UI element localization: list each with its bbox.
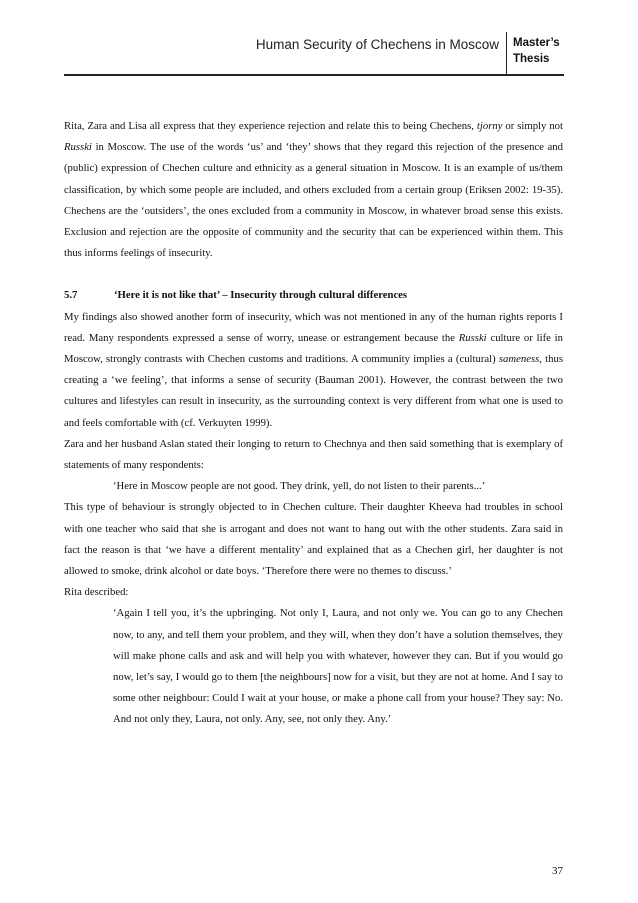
paragraph-behaviour: This type of behaviour is strongly objected to in Chechen culture. Their daughter Kheeva had troubles in school with one teacher who said that she is arrogant and does not want to hang out with the other students. Zara said in fact the reason is that ‘we have a different mentality’ and explained that as a Chechen girl, her daughter is not allowed to smoke, drink alcohol or date boys. ‘Therefore there were no themes to discuss.’ (64, 501, 563, 578)
paragraph-cultural-differences (64, 307, 563, 434)
page-header (64, 32, 564, 82)
paragraph-zara-aslan: Zara and her husband Aslan stated their longing to return to Chechnya and then said something that is exemplary of statements of many respondents: (64, 437, 563, 472)
text-run: Rita, Zara and Lisa all express that they experience rejection and relate this to being Chechens, (64, 120, 477, 132)
header-title: Human Security of Chechens in Moscow (255, 37, 499, 52)
header-label-box (506, 32, 564, 74)
text-run: , thus creating a ‘we feeling’, that informs a sense of security (Bauman 2001). However, the contrast between the two cultures and lifestyles can result in insecurity, as the surrounding context is very different from what one is used to and feels comfortable with (cf. Verkuyten 1999). (64, 353, 563, 429)
text-run: or simply not (502, 120, 563, 132)
header-label-line1: Master’s (513, 37, 560, 49)
text-run: My findings also showed another form of insecurity, which was not mentioned in any of the human rights reports I read. Many respondents expressed a sense of worry, unease or estrangement because the (64, 310, 563, 344)
page-number: 37 (552, 865, 563, 877)
italic-term: Russki (64, 141, 92, 154)
block-quote-moscow: ‘Here in Moscow people are not good. They drink, yell, do not listen to their parents...’ (113, 480, 486, 493)
text-run: in Moscow. The use of the words ‘us’ and ‘they’ shows that they regard this rejection of the presence and (public) expression of Chechen culture and ethnicity as a general situation in Moscow. It is an example of us/them classification, by which some people are included, and others excluded from a certain group (Eriksen 2002: 19-35). Chechens are the ‘outsiders’, the ones excluded from a community in Moscow, in whatever broad sense this exists. Exclusion and rejection are the opposite of community and the security that can be experienced within them. This thus informs feelings of insecurity. (64, 141, 563, 260)
block-quote-upbringing: ‘Again I tell you, it’s the upbringing. Not only I, Laura, and not only we. You can go to any Chechen now, to any, and tell them your problem, and they will, when they don’t have a solution themselves, they will make phone calls and ask and will help you with whatever, however they can. But if you would go now, let’s say, I would go to them [the neighbours] now for a visit, but they are not at home. And I say to some other neighbour: Could I wait at your house, or make a phone call from your house? They say: No. And not only they, Laura, not only. Any, see, not only they. Any.’ (113, 607, 563, 726)
section-number: 5.7 (64, 289, 78, 302)
header-label-line2: Thesis (513, 53, 550, 65)
italic-term: Russki (458, 331, 487, 344)
italic-term: sameness (498, 353, 540, 366)
section-heading (64, 285, 563, 306)
header-rule (64, 74, 564, 76)
text-run: culture or life in Moscow, strongly contrasts with Chechen customs and traditions. A community implies a (cultural) (64, 331, 563, 366)
italic-term: tjorny (476, 120, 503, 132)
page-body (64, 116, 563, 731)
paragraph-rita-described: Rita described: (64, 586, 129, 599)
paragraph-rejection (64, 116, 563, 264)
section-title: ‘Here it is not like that’ – Insecurity through cultural differences (114, 289, 408, 302)
